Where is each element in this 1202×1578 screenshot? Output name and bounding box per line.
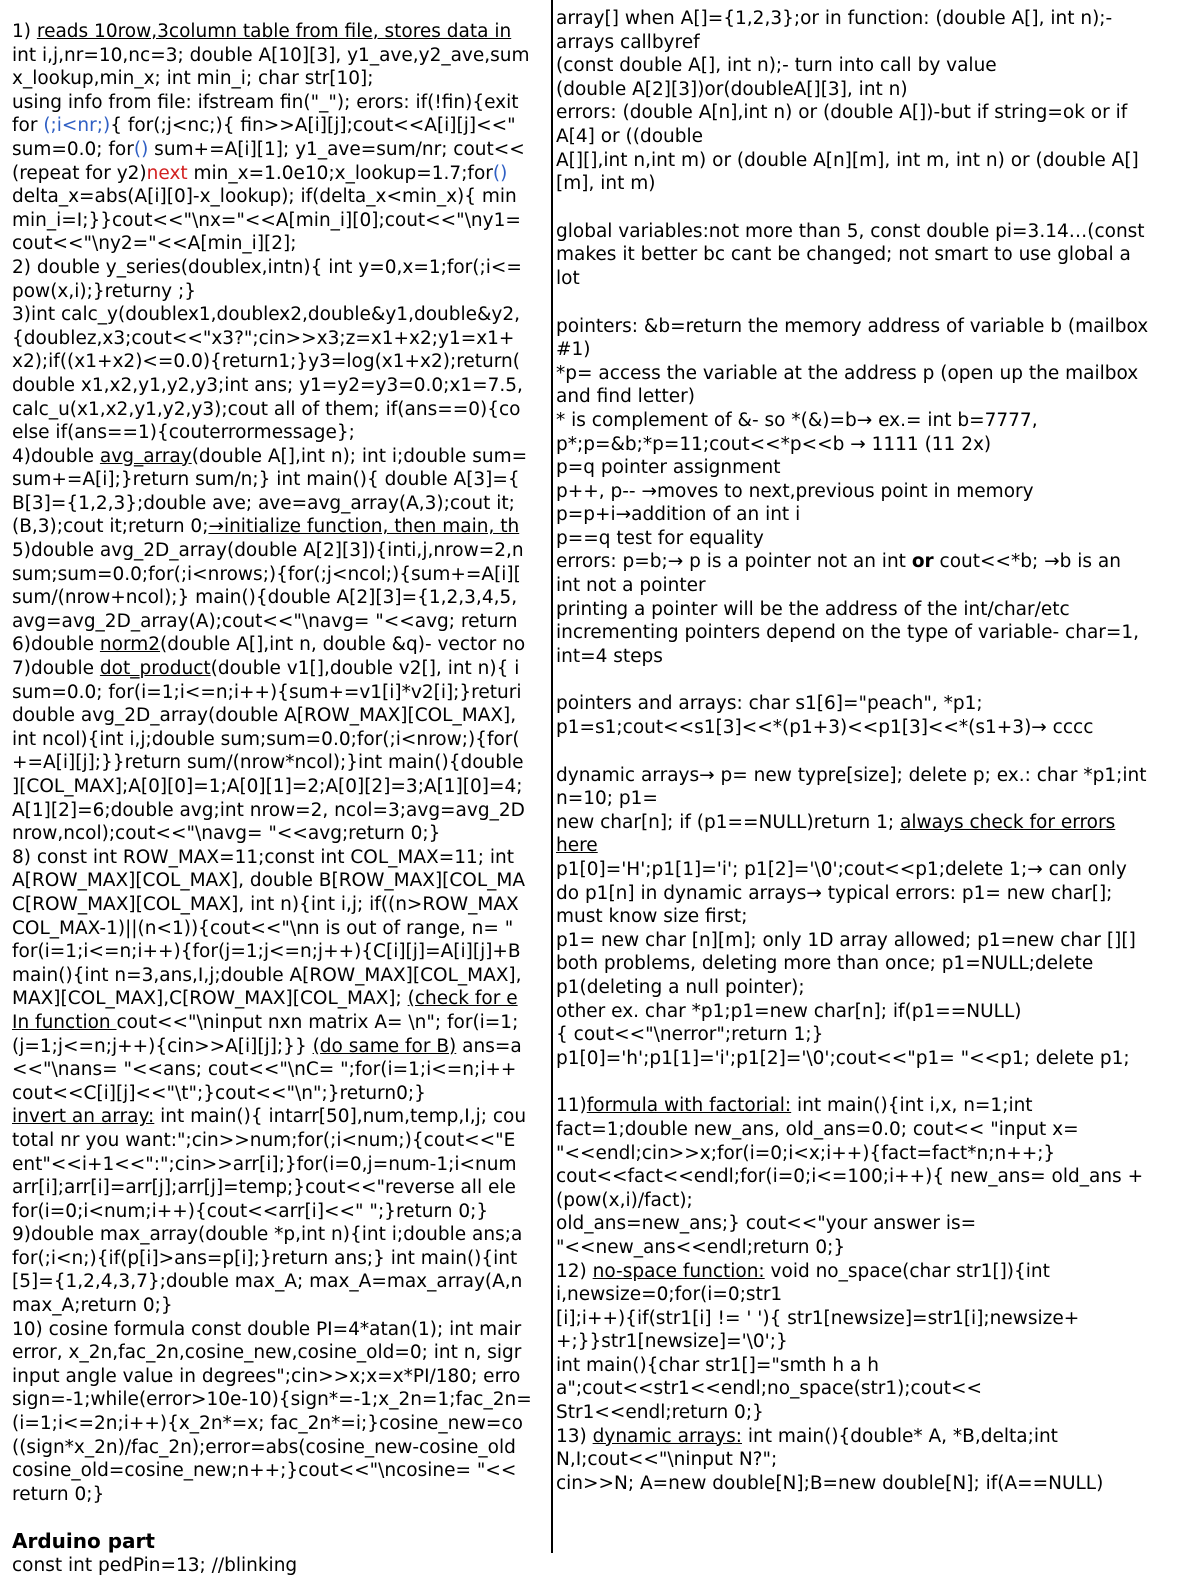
note-text: array[] when A[]={1,2,3};or in function: (double A[], int n);- bbox=[556, 8, 1113, 29]
note-text: 13) bbox=[556, 1425, 593, 1447]
note-text: { cout<<"\nerror";return 1;} bbox=[556, 1024, 824, 1046]
note-text: input angle value in degrees";cin>>x;x=x*PI/180; erro bbox=[12, 1365, 521, 1387]
note-text: int ncol){int i,j;double sum;sum=0.0;for(;i<nrow;){for( bbox=[12, 728, 520, 750]
note-line bbox=[553, 1118, 1202, 1142]
note-text: return 0;} bbox=[12, 1483, 105, 1505]
note-line bbox=[553, 338, 1202, 362]
note-line bbox=[553, 480, 1202, 504]
note-text: p1=s1;cout<<s1[3]<<*(p1+3)<<p1[3]<<*(s1+3)→ cccc bbox=[556, 717, 1094, 739]
note-line bbox=[0, 775, 550, 799]
note-line bbox=[553, 503, 1202, 527]
note-text: sum;sum=0.0;for(;i<nrows;){for(;j<ncol;){sum+=A[i][ bbox=[12, 563, 521, 585]
note-line bbox=[553, 598, 1202, 622]
note-line bbox=[553, 101, 1202, 125]
note-text: x2);if((x1+x2)<=0.0){return1;}y3=log(x1+x2);return( bbox=[12, 351, 520, 373]
note-text: 9)double max_array(double *p,int n){int i;double ans;a bbox=[12, 1224, 523, 1246]
note-text: cout<<*b; →b is an bbox=[933, 551, 1121, 573]
note-text: dynamic arrays→ p= new typre[size]; delete p; ex.: char *p1;int bbox=[556, 764, 1147, 786]
note-text: avg_array bbox=[99, 445, 192, 467]
note-text: pointers and arrays: char s1[6]="peach", *p1; bbox=[556, 693, 983, 715]
note-text: i,newsize=0;for(i=0;str1 bbox=[556, 1284, 783, 1306]
note-text: *p= access the variable at the address p (open up the mailbox bbox=[556, 362, 1139, 384]
note-line bbox=[553, 811, 1202, 835]
note-line bbox=[553, 527, 1202, 551]
note-text: ][COL_MAX];A[0][0]=1;A[0][1]=2;A[0][2]=3;A[1][0]=4; bbox=[12, 776, 523, 797]
left-column bbox=[0, 0, 550, 1576]
note-text: a";cout<<str1<<endl;no_space(str1);cout<< bbox=[556, 1378, 983, 1400]
note-text: * is complement of &- so *(&)=b→ ex.= int b=7777, bbox=[556, 409, 1038, 431]
note-text: dot_product bbox=[99, 658, 211, 680]
spacer bbox=[553, 668, 1202, 692]
note-line bbox=[0, 1082, 550, 1106]
note-line bbox=[0, 256, 550, 280]
note-text: [m], int m) bbox=[556, 173, 656, 195]
note-text: no-space function: bbox=[592, 1260, 765, 1282]
note-text: invert an array: bbox=[12, 1106, 155, 1128]
note-line bbox=[0, 1129, 550, 1153]
note-text: 3)int calc_y(doublex1,doublex2,double&y1,double&y2, bbox=[12, 304, 521, 326]
note-line bbox=[0, 492, 550, 516]
note-text: →initialize function, then main, th bbox=[208, 516, 520, 538]
note-line bbox=[0, 280, 550, 304]
note-text: makes it better bc cant be changed; not smart to use global a bbox=[556, 244, 1131, 266]
note-text: 8) const int ROW_MAX=11;const int COL_MAX=11; int bbox=[12, 846, 514, 868]
note-line bbox=[0, 633, 550, 657]
note-line bbox=[553, 764, 1202, 788]
note-line bbox=[0, 1388, 550, 1412]
note-text: 7)double bbox=[12, 658, 100, 680]
note-line bbox=[0, 586, 550, 610]
note-text: arrays callbyref bbox=[556, 31, 700, 53]
note-line bbox=[553, 362, 1202, 386]
note-line bbox=[553, 1094, 1202, 1118]
note-text: always check for errors bbox=[900, 811, 1116, 833]
note-line bbox=[0, 1365, 550, 1389]
note-line bbox=[0, 1176, 550, 1200]
note-line bbox=[0, 1436, 550, 1460]
note-text: lot bbox=[556, 267, 580, 289]
note-text: else if(ans==1){couterrormessage}; bbox=[12, 422, 355, 444]
left-notes bbox=[0, 20, 550, 1506]
note-line bbox=[553, 952, 1202, 976]
note-line bbox=[0, 209, 550, 233]
note-line bbox=[0, 1011, 550, 1035]
note-line bbox=[0, 751, 550, 775]
note-line bbox=[0, 303, 550, 327]
note-line bbox=[553, 550, 1202, 574]
note-line bbox=[0, 1153, 550, 1177]
note-text: 6)double bbox=[12, 634, 100, 656]
note-text: cout<<C[i][j]<<"\t";}cout<<"\n";}return0;} bbox=[12, 1082, 426, 1104]
note-line bbox=[0, 91, 550, 115]
note-line bbox=[0, 468, 550, 492]
note-line bbox=[0, 1318, 550, 1342]
note-line bbox=[0, 563, 550, 587]
note-text: sum+=A[i];}return sum/n;} int main(){ double A[3]={ bbox=[12, 469, 520, 491]
note-text: (;i<nr;) bbox=[43, 115, 111, 137]
note-line bbox=[553, 716, 1202, 740]
note-line bbox=[0, 1294, 550, 1318]
note-line bbox=[553, 1330, 1202, 1354]
note-line bbox=[0, 20, 550, 44]
note-text: (do same for B) bbox=[312, 1035, 457, 1057]
note-line bbox=[0, 610, 550, 634]
note-text: or bbox=[911, 551, 934, 573]
note-line bbox=[553, 692, 1202, 716]
note-text: cin>>N; A=new double[N];B=new double[N]; if(A==NULL) bbox=[556, 1472, 1104, 1494]
spacer bbox=[553, 196, 1202, 220]
note-line bbox=[553, 645, 1202, 669]
note-text: (i=1;i<=2n;i++){x_2n*=x; fac_2n*=i;}cosine_new=co bbox=[12, 1413, 523, 1435]
note-text: "<<endl;cin>>x;for(i=0;i<x;i++){fact=fact*n;n++;} bbox=[556, 1142, 1056, 1164]
note-text: nrow,ncol);cout<<"\navg= "<<avg;return 0;} bbox=[12, 823, 441, 845]
note-line bbox=[0, 1270, 550, 1294]
note-line bbox=[0, 539, 550, 563]
note-text: for(i=1;i<=n;i++){for(j=1;j<=n;j++){C[i][j]=A[i][j]+B bbox=[12, 941, 521, 963]
note-text: pointers: &b=return the memory address of variable b (mailbox bbox=[556, 315, 1149, 337]
note-text: min_i=I;}}cout<<"\nx="<<A[min_i][0];cout<<"\ny1= bbox=[12, 209, 521, 231]
note-text: 2) double y_series(doublex,intn){ int y=0,x=1;for(;i<= bbox=[12, 256, 522, 278]
note-text: A[1][2]=6;double avg;int nrow=2, ncol=3;avg=avg_2D bbox=[12, 799, 525, 821]
note-text: ent"<<i+1<<":";cin>>arr[i];}for(i=0,j=num-1;i<num bbox=[12, 1153, 517, 1175]
note-text: 5)double avg_2D_array(double A[2][3]){inti,j,nrow=2,n bbox=[12, 540, 524, 562]
note-line bbox=[0, 515, 550, 539]
note-line bbox=[553, 1260, 1202, 1284]
note-line bbox=[0, 1200, 550, 1224]
note-text: In function bbox=[12, 1011, 117, 1033]
note-text: () bbox=[133, 138, 149, 160]
note-line bbox=[553, 1212, 1202, 1236]
note-text: printing a pointer will be the address of the int/char/etc bbox=[556, 598, 1070, 620]
note-line bbox=[553, 267, 1202, 291]
note-line bbox=[553, 243, 1202, 267]
note-text: 4)double bbox=[12, 445, 100, 467]
note-text: +;}}str1[newsize]='\0';} bbox=[556, 1331, 788, 1353]
arduino-heading: Arduino part bbox=[12, 1529, 155, 1554]
note-line bbox=[0, 374, 550, 398]
note-line bbox=[553, 1023, 1202, 1047]
note-line bbox=[553, 1472, 1202, 1496]
note-text: 12) bbox=[556, 1260, 593, 1282]
note-text: cout<<"\ny2="<<A[min_i][2]; bbox=[12, 233, 297, 255]
note-text: for bbox=[12, 115, 44, 137]
note-line bbox=[553, 834, 1202, 858]
note-text: p1= new char [n][m]; only 1D array allowed; p1=new char [][] bbox=[556, 929, 1136, 951]
note-line bbox=[553, 1448, 1202, 1472]
note-text: arr[i];arr[i]=arr[j];arr[j]=temp;}cout<<"reverse all ele bbox=[12, 1177, 516, 1199]
note-text: p==q test for equality bbox=[556, 527, 764, 549]
note-text: [i];i++){if(str1[i] != ' '){ str1[newsize]=str1[i];newsize+ bbox=[556, 1307, 1080, 1329]
note-text: do p1[n] in dynamic arrays→ typical errors: p1= new char[]; bbox=[556, 882, 1113, 904]
note-text: fact=1;double new_ans, old_ans=0.0; cout<< "input x= bbox=[556, 1118, 1079, 1140]
note-line bbox=[553, 574, 1202, 598]
note-line bbox=[553, 433, 1202, 457]
note-text: void no_space(char str1[]){int bbox=[764, 1260, 1050, 1282]
note-line bbox=[553, 1047, 1202, 1071]
note-text: (j=1;j<=n;j++){cin>>A[i][j];}} bbox=[12, 1035, 313, 1057]
note-text: p1(deleting a null pointer); bbox=[556, 976, 805, 998]
note-line bbox=[0, 822, 550, 846]
note-text: both problems, deleting more than once; p1=NULL;delete bbox=[556, 953, 1094, 975]
note-text: global variables:not more than 5, const double pi=3.14…(const bbox=[556, 220, 1145, 242]
note-line bbox=[553, 31, 1202, 55]
note-text: avg=avg_2D_array(A);cout<<"\navg= "<<avg; return bbox=[12, 610, 518, 632]
note-line bbox=[0, 1247, 550, 1271]
note-text: A[ROW_MAX][COL_MAX], double B[ROW_MAX][COL_MA bbox=[12, 870, 526, 892]
note-line bbox=[553, 1307, 1202, 1331]
note-text: (double A[],int n); int i;double sum= bbox=[191, 445, 528, 467]
note-text: double avg_2D_array(double A[ROW_MAX][COL_MAX], bbox=[12, 705, 517, 727]
note-text: old_ans=new_ans;} cout<<"your answer is= bbox=[556, 1213, 977, 1235]
note-text: int main(){char str1[]="smth h a h bbox=[556, 1354, 879, 1376]
note-text: double x1,x2,y1,y2,y3;int ans; y1=y2=y3=0.0;x1=7.5, bbox=[12, 374, 523, 396]
note-line bbox=[553, 1142, 1202, 1166]
note-text: COL_MAX-1)||(n<1)){cout<<"\nn is out of range, n= " bbox=[12, 917, 514, 939]
note-text: sum+=A[i][1]; y1_ave=sum/nr; cout<< bbox=[148, 138, 525, 160]
note-text: (repeat for y2) bbox=[12, 162, 147, 184]
note-text: 10) cosine formula const double PI=4*atan(1); int mair bbox=[12, 1318, 522, 1340]
note-line bbox=[0, 893, 550, 917]
note-line bbox=[0, 1035, 550, 1059]
note-line bbox=[553, 385, 1202, 409]
note-text: int i,j,nr=10,nc=3; double A[10][3], y1_ave,y2_ave,sum bbox=[12, 44, 530, 66]
note-line bbox=[553, 1236, 1202, 1260]
note-text: #1) bbox=[556, 339, 591, 361]
note-line bbox=[553, 905, 1202, 929]
note-text: ((sign*x_2n)/fac_2n);error=abs(cosine_new-cosine_old bbox=[12, 1436, 516, 1458]
note-line bbox=[553, 78, 1202, 102]
note-text: and find letter) bbox=[556, 386, 695, 408]
note-text: min_x=1.0e10;x_lookup=1.7;for bbox=[187, 162, 493, 184]
note-text: A[4] or ((double bbox=[556, 125, 704, 147]
note-text: int=4 steps bbox=[556, 645, 663, 667]
note-line bbox=[0, 421, 550, 445]
note-line bbox=[0, 917, 550, 941]
note-line bbox=[553, 976, 1202, 1000]
note-line bbox=[0, 327, 550, 351]
note-text: p1[0]='H';p1[1]='i'; p1[2]='\0';cout<<p1;delete 1;→ can only bbox=[556, 859, 1127, 880]
note-text: int main(){ intarr[50],num,temp,I,j; cou bbox=[154, 1106, 527, 1128]
note-line bbox=[553, 1377, 1202, 1401]
note-line bbox=[0, 1105, 550, 1129]
spacer bbox=[553, 740, 1202, 764]
note-text: using info from file: ifstream fin("_"); erors: if(!fin){exit bbox=[12, 91, 519, 113]
note-text: for(;i<n;){if(p[i]>ans=p[i];}return ans;} int main(){int bbox=[12, 1247, 518, 1269]
note-text: (double v1[],double v2[], int n){ i bbox=[210, 658, 520, 680]
note-line bbox=[0, 1459, 550, 1483]
note-line bbox=[553, 220, 1202, 244]
note-text: reads 10row,3column table from file, stores data in bbox=[36, 21, 512, 42]
spacer bbox=[553, 1070, 1202, 1094]
note-text: for(i=0;i<num;i++){cout<<arr[i]<<" ";}return 0;} bbox=[12, 1200, 489, 1222]
note-line bbox=[553, 1165, 1202, 1189]
note-text: incrementing pointers depend on the type of variable- char=1, bbox=[556, 622, 1140, 644]
note-line bbox=[0, 799, 550, 823]
note-line bbox=[553, 1000, 1202, 1024]
note-line bbox=[0, 657, 550, 681]
note-text: <<"\nans= "<<ans; cout<<"\nC= ";for(i=1;i<=n;i++ bbox=[12, 1059, 517, 1081]
arduino-line: const int pedPin=13; //blinking bbox=[12, 1555, 298, 1576]
note-line bbox=[0, 350, 550, 374]
note-text: +=A[i][j];}}return sum/(nrow*ncol);}int main(){double bbox=[12, 752, 524, 774]
note-text: p=p+i→addition of an int i bbox=[556, 504, 801, 526]
note-text: cout<<fact<<endl;for(i=0;i<=100;i++){ new_ans= old_ans + bbox=[556, 1166, 1144, 1188]
spacer bbox=[0, 1506, 550, 1530]
note-line bbox=[0, 869, 550, 893]
note-text: p*;p=&b;*p=11;cout<<*p<<b → 1111 (11 2x) bbox=[556, 433, 992, 455]
note-line bbox=[0, 398, 550, 422]
note-text: ans=a bbox=[456, 1035, 522, 1057]
note-line bbox=[0, 987, 550, 1011]
note-text: int main(){double* A, *B,delta;int bbox=[742, 1425, 1058, 1447]
note-text: N,I;cout<<"\ninput N?"; bbox=[556, 1449, 778, 1471]
note-line bbox=[0, 232, 550, 256]
note-line bbox=[0, 704, 550, 728]
note-text: A[][],int n,int m) or (double A[n][m], int m, int n) or (double A[] bbox=[556, 149, 1139, 171]
note-text: int not a pointer bbox=[556, 575, 706, 597]
note-line bbox=[553, 1401, 1202, 1425]
note-text: delta_x=abs(A[i][0]-x_lookup); if(delta_x<min_x){ min bbox=[12, 186, 517, 208]
note-text: error, x_2n,fac_2n,cosine_new,cosine_old=0; int n, sigr bbox=[12, 1342, 522, 1364]
note-line bbox=[553, 125, 1202, 149]
note-line bbox=[553, 787, 1202, 811]
note-text: other ex. char *p1;p1=new char[n]; if(p1==NULL) bbox=[556, 1000, 1022, 1022]
note-text: p1[0]='h';p1[1]='i';p1[2]='\0';cout<<"p1= "<<p1; delete p1; bbox=[556, 1047, 1130, 1069]
note-text: (double A[],int n, double &q)- vector no bbox=[160, 634, 526, 656]
note-line bbox=[0, 1341, 550, 1365]
note-line bbox=[0, 445, 550, 469]
note-text: next bbox=[146, 162, 188, 184]
note-text: new char[n]; if (p1==NULL)return 1; bbox=[556, 811, 901, 833]
note-line bbox=[553, 149, 1202, 173]
note-line bbox=[0, 185, 550, 209]
note-text: () bbox=[492, 162, 508, 184]
right-notes bbox=[553, 7, 1202, 1495]
note-line bbox=[553, 54, 1202, 78]
note-line bbox=[0, 1483, 550, 1507]
spacer bbox=[553, 291, 1202, 315]
note-text: 1) bbox=[12, 21, 37, 42]
note-line bbox=[0, 846, 550, 870]
note-text: 11) bbox=[556, 1095, 587, 1117]
note-text: pow(x,i);}returny ;} bbox=[12, 280, 196, 302]
note-text: sum=0.0; for bbox=[12, 138, 134, 160]
note-line bbox=[553, 858, 1202, 882]
note-line bbox=[0, 1223, 550, 1247]
note-text: { for(;j<nc;){ fin>>A[i][j];cout<<A[i][j]<<" bbox=[110, 115, 516, 137]
note-text: x_lookup,min_x; int min_i; char str[10]; bbox=[12, 68, 374, 90]
note-line bbox=[553, 929, 1202, 953]
note-line bbox=[0, 681, 550, 705]
note-text: sign=-1;while(error>10e-10){sign*=-1;x_2n=1;fac_2n= bbox=[12, 1389, 532, 1411]
note-text: B[3]={1,2,3};double ave; ave=avg_array(A,3);cout it; bbox=[12, 492, 515, 514]
note-text: errors: (double A[n],int n) or (double A[])-but if string=ok or if bbox=[556, 102, 1128, 124]
note-text: p++, p-- →moves to next,previous point in memory bbox=[556, 480, 1034, 502]
note-text: sum=0.0; for(i=1;i<=n;i++){sum+=v1[i]*v2[i];}returi bbox=[12, 681, 522, 703]
note-line bbox=[553, 315, 1202, 339]
note-text: Str1<<endl;return 0;} bbox=[556, 1402, 764, 1424]
note-line bbox=[553, 409, 1202, 433]
note-text: "<<new_ans<<endl;return 0;} bbox=[556, 1236, 846, 1258]
note-text: (double A[2][3])or(doubleA[][3], int n) bbox=[556, 78, 908, 100]
note-text: int main(){int i,x, n=1;int bbox=[791, 1095, 1033, 1117]
note-line bbox=[0, 162, 550, 186]
note-line bbox=[0, 940, 550, 964]
note-line bbox=[0, 44, 550, 68]
note-line bbox=[553, 1189, 1202, 1213]
note-line bbox=[0, 728, 550, 752]
note-text: dynamic arrays: bbox=[592, 1425, 742, 1447]
note-text: calc_u(x1,x2,y1,y2,y3);cout all of them; if(ans==0){co bbox=[12, 398, 521, 420]
note-line bbox=[0, 67, 550, 91]
note-text: (check for e bbox=[407, 988, 518, 1010]
note-text: cosine_old=cosine_new;n++;}cout<<"\ncosine= "<< bbox=[12, 1460, 517, 1482]
note-line bbox=[553, 621, 1202, 645]
note-line bbox=[553, 1283, 1202, 1307]
note-text: (const double A[], int n);- turn into call by value bbox=[556, 55, 997, 77]
right-column bbox=[551, 0, 1202, 1553]
note-line bbox=[553, 1354, 1202, 1378]
note-text: norm2 bbox=[99, 634, 161, 656]
note-line bbox=[553, 456, 1202, 480]
note-line bbox=[0, 1058, 550, 1082]
note-text: errors: p=b;→ p is a pointer not an int bbox=[556, 551, 912, 573]
note-text: p=q pointer assignment bbox=[556, 457, 781, 479]
note-text: must know size first; bbox=[556, 906, 748, 928]
note-text: max_A;return 0;} bbox=[12, 1295, 173, 1317]
note-text: {doublez,x3;cout<<"x3?";cin>>x3;z=x1+x2;y1=x1+ bbox=[12, 327, 515, 349]
note-text: here bbox=[556, 835, 598, 857]
note-line bbox=[0, 1412, 550, 1436]
note-line bbox=[0, 138, 550, 162]
note-line bbox=[553, 172, 1202, 196]
note-text: main(){int n=3,ans,I,j;double A[ROW_MAX][COL_MAX], bbox=[12, 964, 522, 986]
note-text: sum/(nrow+ncol);} main(){double A[2][3]={1,2,3,4,5, bbox=[12, 587, 518, 609]
note-line bbox=[553, 1425, 1202, 1449]
note-text: cout<<"\ninput nxn matrix A= \n"; for(i=1; bbox=[116, 1011, 519, 1033]
note-line bbox=[553, 882, 1202, 906]
note-text: formula with factorial: bbox=[586, 1095, 792, 1117]
note-text: [5]={1,2,4,3,7};double max_A; max_A=max_array(A,n bbox=[12, 1271, 523, 1293]
note-line bbox=[0, 114, 550, 138]
note-text: C[ROW_MAX][COL_MAX], int n){int i,j; if((n>ROW_MAX bbox=[12, 893, 519, 915]
note-text: (pow(x,i)/fact); bbox=[556, 1189, 693, 1211]
note-text: total nr you want:";cin>>num;for(;i<num;){cout<<"E bbox=[12, 1129, 516, 1151]
note-text: MAX][COL_MAX],C[ROW_MAX][COL_MAX]; bbox=[12, 988, 408, 1010]
note-text: (B,3);cout it;return 0; bbox=[12, 516, 209, 538]
note-line bbox=[0, 964, 550, 988]
note-line bbox=[553, 7, 1202, 31]
note-text: n=10; p1= bbox=[556, 788, 658, 810]
